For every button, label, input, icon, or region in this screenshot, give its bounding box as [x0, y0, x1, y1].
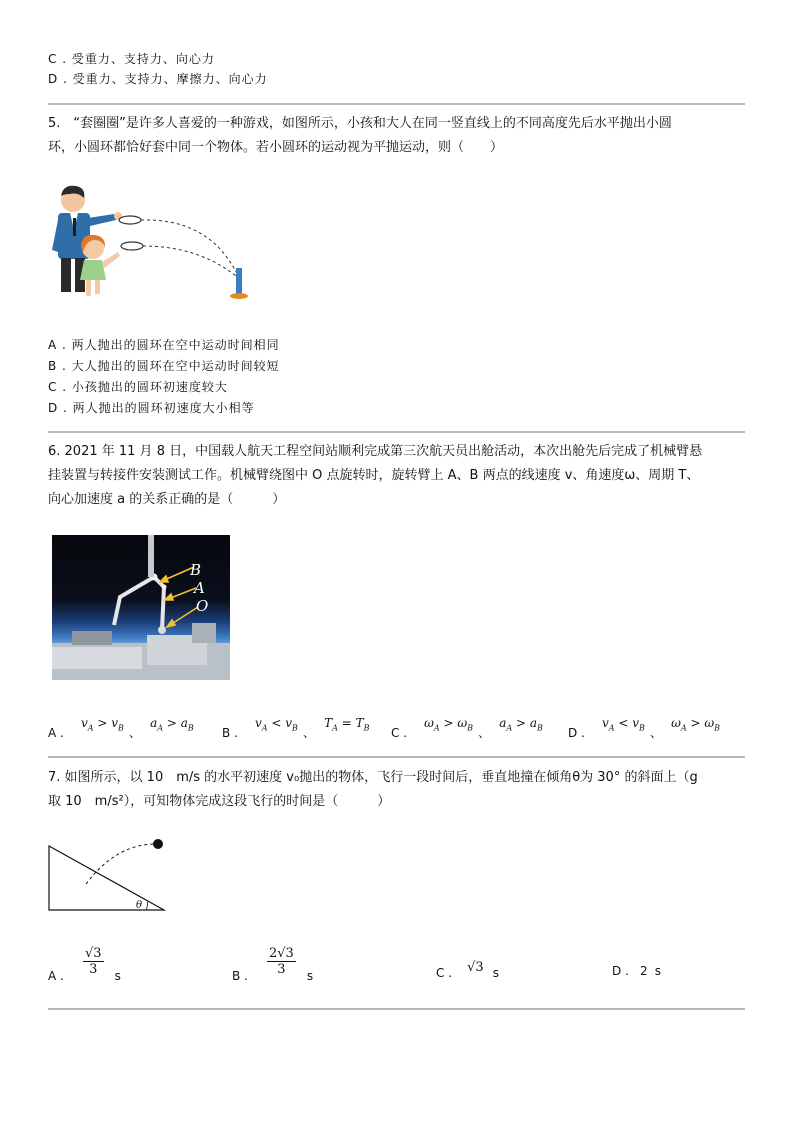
- option-separator: 、: [649, 726, 662, 740]
- divider: [48, 103, 745, 105]
- math-symbol: v: [285, 716, 292, 730]
- option-letter: D .: [568, 726, 585, 740]
- math-symbol: ω: [671, 716, 681, 730]
- fraction: [83, 946, 104, 977]
- question-5-option-d: D . 两人抛出的圆环初速度大小相等: [48, 401, 255, 415]
- option-letter: A .: [48, 726, 64, 740]
- question-6-option-d: [568, 712, 720, 741]
- fraction-denominator: 3: [89, 962, 98, 977]
- option-d-prev: D . 受重力、支持力、摩擦力、向心力: [48, 72, 268, 86]
- option-letter: A .: [48, 969, 64, 983]
- math-subscript: A: [608, 723, 615, 733]
- fraction: [267, 946, 296, 977]
- math-symbol: v: [601, 716, 609, 730]
- math-subscript: B: [292, 723, 298, 733]
- math-symbol: a: [180, 716, 188, 730]
- divider: [48, 1008, 745, 1010]
- option-letter: C .: [436, 966, 453, 980]
- target-object: [230, 268, 248, 299]
- math-subscript: A: [433, 723, 440, 733]
- math-symbol: ω: [424, 716, 434, 730]
- question-7-option-d: [612, 960, 661, 979]
- unit: s: [654, 964, 661, 978]
- trajectory-path: [86, 844, 156, 884]
- option-letter: B .: [232, 969, 248, 983]
- question-6-option-c: [391, 712, 543, 741]
- math-subscript: A: [157, 723, 163, 733]
- question-7-option-c: [436, 956, 499, 981]
- math-subscript: A: [680, 723, 687, 733]
- math-symbol: a: [150, 716, 158, 730]
- question-7-option-b: [232, 946, 313, 984]
- angle-arc: [146, 902, 148, 910]
- label-o: O: [196, 597, 209, 615]
- option-separator: 、: [478, 726, 491, 740]
- option-letter: B .: [222, 726, 238, 740]
- ring-upper: [119, 216, 141, 224]
- math-subscript: B: [363, 723, 370, 733]
- lower-trajectory: [143, 246, 236, 276]
- option-separator: 、: [302, 726, 315, 740]
- question-7-line1: 7. 如图所示，以 10 m/s 的水平初速度 v₀抛出的物体，飞行一段时间后，垂直地撞在倾角θ为 30° 的斜面上（g: [48, 770, 698, 785]
- upper-trajectory: [141, 220, 236, 272]
- math-operator: =: [337, 716, 356, 730]
- question-6-text: [48, 440, 748, 512]
- label-b: B: [190, 561, 202, 579]
- math-operator: >: [163, 716, 181, 730]
- math-symbol: ω: [457, 716, 468, 730]
- math-subscript: B: [187, 723, 194, 733]
- question-7-option-a: [48, 946, 121, 984]
- math-subscript: B: [639, 723, 645, 733]
- ring-toss-illustration: [48, 180, 268, 305]
- math-subscript: A: [87, 723, 94, 733]
- divider: [48, 431, 745, 433]
- math-operator: <: [267, 716, 286, 730]
- ring-lower: [121, 242, 143, 250]
- math-subscript: A: [332, 723, 338, 733]
- math-symbol: v: [80, 716, 88, 730]
- math-symbol: T: [324, 716, 333, 730]
- math-subscript: B: [537, 723, 543, 733]
- question-6-line1: 6. 2021 年 11 月 8 日，中国载人航天工程空间站顺利完成第三次航天员出舱活动，本次出舱先后完成了机械臂悬: [48, 444, 703, 459]
- question-7-text: [48, 766, 748, 814]
- space-station-photo: [52, 535, 230, 680]
- math-symbol: v: [111, 716, 118, 730]
- math-operator: >: [439, 716, 458, 730]
- label-a: A: [194, 579, 205, 597]
- question-7-line2: 取 10 m/s²），可知物体完成这段飞行的时间是（ ）: [48, 794, 391, 809]
- fraction-numerator: √3: [84, 946, 102, 961]
- option-c-prev: C . 受重力、支持力、向心力: [48, 52, 215, 66]
- math-operator: >: [93, 716, 112, 730]
- unit: s: [492, 966, 500, 980]
- question-5-option-b: B . 大人抛出的圆环在空中运动时间较短: [48, 359, 280, 373]
- theta-label: θ: [136, 900, 143, 911]
- option-letter: C .: [391, 726, 408, 740]
- incline-diagram: [46, 836, 171, 916]
- fraction-numerator: 2√3: [268, 946, 294, 961]
- question-6-option-a: [48, 712, 194, 741]
- divider: [48, 756, 745, 758]
- math-symbol: a: [529, 716, 538, 730]
- math-subscript: B: [467, 723, 474, 733]
- question-5-line1: 5. “套圈圈”是许多人喜爱的一种游戏，如图所示，小孩和大人在同一竖直线上的不同高度先后水平抛出小圆: [48, 116, 672, 131]
- math-subscript: B: [117, 723, 124, 733]
- question-5-option-a: A . 两人抛出的圆环在空中运动时间相同: [48, 338, 280, 352]
- math-operator: >: [512, 716, 530, 730]
- unit: s: [306, 969, 314, 983]
- math-operator: >: [686, 716, 705, 730]
- question-6-line3: 向心加速度 a 的关系正确的是（ ）: [48, 492, 286, 507]
- math-symbol: v: [254, 716, 262, 730]
- option-value: √3: [467, 960, 484, 975]
- math-symbol: v: [632, 716, 639, 730]
- option-value: 2: [639, 964, 648, 978]
- child-figure: [80, 235, 120, 296]
- math-subscript: B: [714, 723, 721, 733]
- math-symbol: ω: [704, 716, 715, 730]
- option-letter: D .: [612, 964, 629, 978]
- projectile-ball: [153, 839, 163, 849]
- question-6-line2: 挂装置与转接件安装测试工作。机械臂绕图中 O 点旋转时，旋转臂上 A、B 两点的线速度 v、角速度ω、周期 T、: [48, 468, 700, 483]
- question-6-option-b: [222, 712, 369, 741]
- math-subscript: A: [506, 723, 513, 733]
- question-5-line2: 环，小圆环都恰好套中同一个物体。若小圆环的运动视为平抛运动，则（ ）: [48, 140, 504, 155]
- math-operator: <: [614, 716, 633, 730]
- math-symbol: T: [355, 716, 364, 730]
- question-5-option-c: C . 小孩抛出的圆环初速度较大: [48, 380, 228, 394]
- fraction-denominator: 3: [277, 962, 286, 977]
- unit: s: [114, 969, 121, 983]
- question-5-text: [48, 112, 748, 160]
- math-subscript: A: [261, 723, 268, 733]
- math-symbol: a: [499, 716, 507, 730]
- incline-triangle: [49, 846, 164, 910]
- option-separator: 、: [128, 726, 141, 740]
